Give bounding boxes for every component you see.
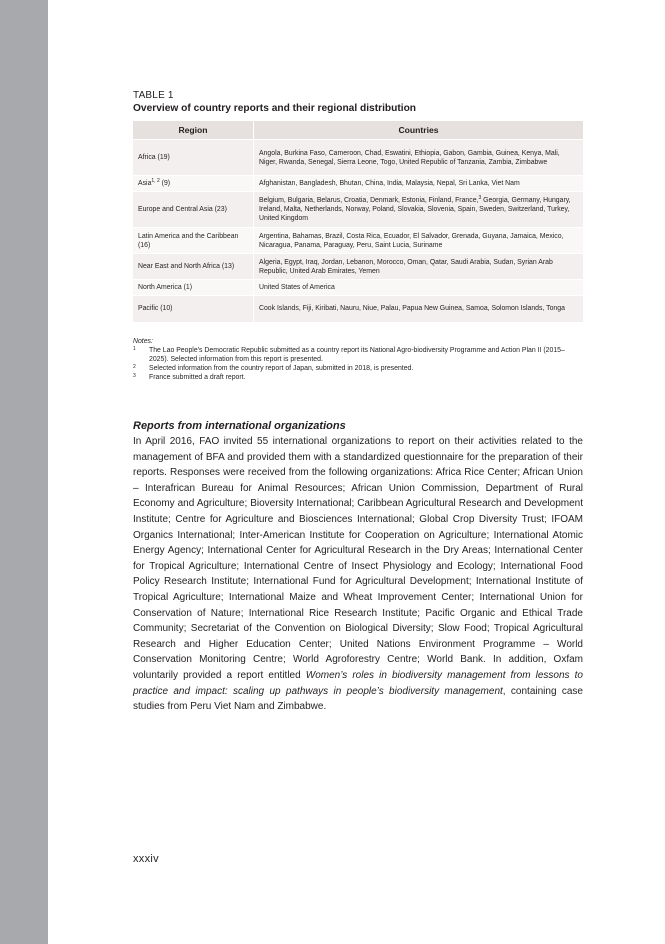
- table-row: [133, 140, 583, 176]
- section-heading: Reports from international organizations: [133, 420, 346, 432]
- countries-cell: Afghanistan, Bangladesh, Bhutan, China, India, Malaysia, Nepal, Sri Lanka, Viet Nam: [254, 176, 584, 192]
- countries-text: Belgium, Bulgaria, Belarus, Croatia, Denmark, Estonia, Finland, France,: [259, 197, 479, 204]
- body-text-after: , containing case studies from Peru Viet Nam and Zimbabwe.: [133, 685, 583, 713]
- table-row: [133, 192, 583, 228]
- footnote-ref: 1, 2: [151, 178, 160, 184]
- note-number: 1: [133, 346, 136, 352]
- region-cell: Latin America and the Caribbean (16): [133, 228, 254, 254]
- country-reports-table: [133, 121, 583, 322]
- countries-cell: Cook Islands, Fiji, Kiribati, Nauru, Niue, Palau, Papua New Guinea, Samoa, Solomon Islands, Tonga: [254, 296, 584, 322]
- region-cell: North America (1): [133, 280, 254, 296]
- region-cell: Pacific (10): [133, 296, 254, 322]
- note-text: Selected information from the country report of Japan, submitted in 2018, is presented.: [149, 365, 414, 372]
- region-cell: [133, 176, 254, 192]
- note-item: [133, 346, 583, 364]
- notes-title: Notes:: [133, 338, 153, 345]
- note-text: The Lao People’s Democratic Republic submitted as a country report its National Agro-biodiversity Programme and Action Plan II (2015–2025). Selected information from this report is presented.: [149, 347, 565, 363]
- countries-cell: Angola, Burkina Faso, Cameroon, Chad, Eswatini, Ethiopia, Gabon, Gambia, Guinea, Kenya, Mali, Niger, Rwanda, Senegal, Sierra Leone, Togo, United Republic of Tanzania, Zambia, Zimbabwe: [254, 140, 584, 176]
- report-title: Women’s roles in biodiversity management from lessons to practice and impact: scaling up pathways in people’s biodiversity management: [133, 669, 583, 697]
- table-title: Overview of country reports and their regional distribution: [133, 103, 417, 114]
- note-number: 2: [133, 364, 136, 370]
- note-number: 3: [133, 373, 136, 379]
- countries-cell: Argentina, Bahamas, Brazil, Costa Rica, Ecuador, El Salvador, Grenada, Guyana, Jamaica, Mexico, Nicaragua, Panama, Paraguay, Peru, Saint Lucia, Suriname: [254, 228, 584, 254]
- countries-cell: United States of America: [254, 280, 584, 296]
- section-body: [133, 434, 583, 715]
- region-name: Asia: [138, 180, 152, 187]
- region-cell: Africa (19): [133, 140, 254, 176]
- note-item: [133, 373, 583, 382]
- countries-column-header: Countries: [254, 121, 584, 140]
- table-notes: [133, 337, 583, 382]
- body-text-before: In April 2016, FAO invited 55 international organizations to report on their activities related to the management of BFA and provided them with a standardized questionnaire for the preparation of their reports. Responses were received from the following organizations: Africa Rice Center; African Union – Interafrican Bureau for Animal Resources; African Union Commission, Department of Rural Economy and Agriculture; Bioversity International; Caribbean Agricultural Research and Development Institute; Centre for Agriculture and Biosciences International; Global Crop Diversity Trust; IFOAM Organics International; Inter-American Institute for Cooperation on Agriculture; International Atomic Energy Agency; International Center for Agricultural Research in the Dry Areas; International Center for Tropical Agriculture; International Centre of Insect Physiology and Ecology; International Food Policy Research Institute; International Fund for Agricultural Development; International Institute of Tropical Agriculture; International Maize and Wheat Improvement Center; International Union for Conservation of Nature; International Rice Research Institute; Pacific Organic and Ethical Trade Community; Secretariat of the Convention on Biological Diversity; Slow Food; Tropical Agricultural Research and Higher Education Center; United Nations Environment Programme – World Conservation Monitoring Centre; World Agroforestry Centre; World Bank. In addition, Oxfam voluntarily provided a report entitled: [133, 436, 583, 681]
- countries-cell: Algeria, Egypt, Iraq, Jordan, Lebanon, Morocco, Oman, Qatar, Saudi Arabia, Sudan, Syrian Arab Republic, United Arab Emirates, Yemen: [254, 254, 584, 280]
- table-label: TABLE 1: [133, 90, 174, 101]
- table-row: [133, 280, 583, 296]
- region-count: (9): [159, 180, 171, 187]
- region-cell: Near East and North Africa (13): [133, 254, 254, 280]
- region-column-header: Region: [133, 121, 254, 140]
- footnote-ref: 3: [478, 195, 482, 201]
- table-row: [133, 176, 583, 192]
- table-row: [133, 296, 583, 322]
- table-header-row: [133, 121, 583, 140]
- countries-cell: [254, 192, 584, 228]
- page-side-band: [0, 0, 48, 944]
- page-number: xxxiv: [133, 853, 159, 865]
- note-text: France submitted a draft report.: [149, 374, 246, 381]
- table-row: [133, 228, 583, 254]
- region-cell: Europe and Central Asia (23): [133, 192, 254, 228]
- note-item: [133, 364, 583, 373]
- table-row: [133, 254, 583, 280]
- countries-text: Georgia, Germany, Hungary, Ireland, Malta, Netherlands, Norway, Poland, Slovakia, Slovenia, Spain, Sweden, Switzerland, Turkey, United Kingdom: [259, 197, 571, 222]
